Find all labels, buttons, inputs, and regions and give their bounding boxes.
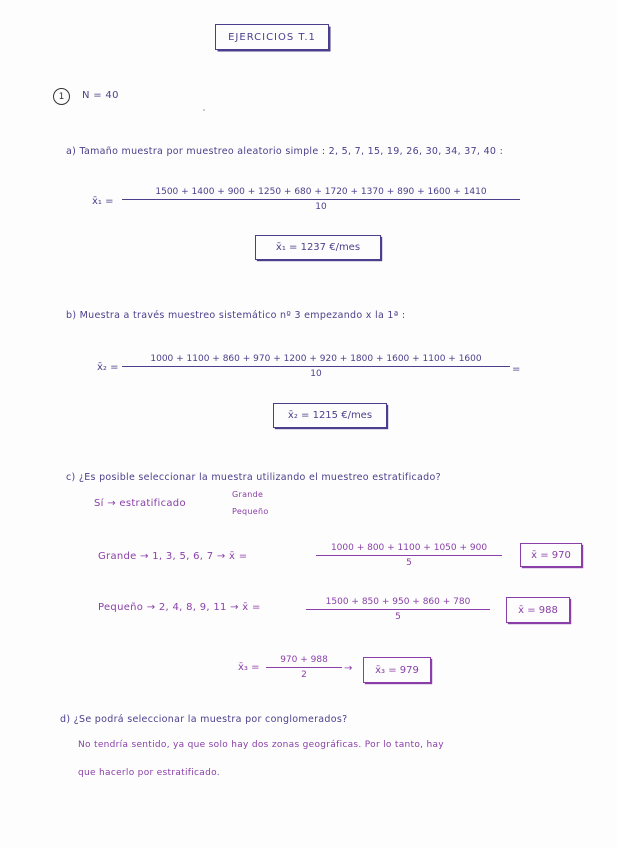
part-c-pequeno-fraction	[306, 597, 490, 622]
part-c-combined-fraction-bar	[266, 667, 342, 668]
part-b-statement: b) Muestra a través muestreo sistemático nº 3 empezando x la 1ª :	[66, 310, 406, 321]
part-c-stratum-grande: Grande	[232, 490, 264, 499]
exercise-number: 1	[53, 88, 70, 105]
part-c-answer: Sí → estratificado	[94, 498, 186, 509]
part-c-statement: c) ¿Es posible seleccionar la muestra utilizando el muestreo estratificado?	[66, 472, 441, 483]
part-b-equals: =	[512, 364, 521, 375]
part-a-result: x̄₁ = 1237 €/mes	[255, 235, 381, 260]
part-d-answer-line-1: No tendría sentido, ya que solo hay dos zonas geográficas. Por lo tanto, hay	[78, 740, 444, 750]
part-a-statement: a) Tamaño muestra por muestreo aleatorio simple : 2, 5, 7, 15, 19, 26, 30, 34, 37, 40 :	[66, 146, 504, 157]
part-c-grande-fraction	[316, 543, 502, 568]
part-c-grande-fraction-bar	[316, 555, 502, 556]
part-b-denominator: 10	[310, 369, 322, 379]
part-c-grande-result: x̄ = 970	[520, 543, 582, 567]
part-c-combined-denominator: 2	[301, 670, 307, 680]
part-a-fraction	[122, 187, 520, 212]
part-b-numerator: 1000 + 1100 + 860 + 970 + 1200 + 920 + 1800 + 1600 + 1100 + 1600	[150, 354, 482, 364]
page-title: EJERCICIOS T.1	[215, 24, 329, 50]
part-c-stratum-pequeno: Pequeño	[232, 507, 269, 516]
part-c-combined-numerator: 970 + 988	[280, 655, 328, 665]
stray-dot	[203, 109, 205, 111]
part-c-combined-result: x̄₃ = 979	[363, 657, 431, 683]
part-c-combined-fraction	[266, 655, 342, 680]
part-c-grande-label: Grande → 1, 3, 5, 6, 7 → x̄ =	[98, 551, 248, 562]
part-c-combined-label: x̄₃ =	[238, 662, 260, 673]
part-c-pequeno-result: x̄ = 988	[506, 597, 570, 623]
part-c-pequeno-numerator: 1500 + 850 + 950 + 860 + 780	[325, 597, 471, 607]
part-d-answer-line-2: que hacerlo por estratificado.	[78, 768, 220, 778]
part-b-mean-label: x̄₂ =	[97, 362, 119, 373]
part-a-numerator: 1500 + 1400 + 900 + 1250 + 680 + 1720 + 1370 + 890 + 1600 + 1410	[155, 187, 487, 197]
part-c-grande-numerator: 1000 + 800 + 1100 + 1050 + 900	[330, 543, 488, 553]
part-b-fraction-bar	[122, 366, 510, 367]
part-a-denominator: 10	[315, 202, 327, 212]
part-c-pequeno-fraction-bar	[306, 609, 490, 610]
part-c-pequeno-denominator: 5	[395, 612, 401, 622]
part-b-result: x̄₂ = 1215 €/mes	[273, 403, 387, 428]
part-c-pequeno-label: Pequeño → 2, 4, 8, 9, 11 → x̄ =	[98, 602, 261, 613]
population-size: N = 40	[82, 90, 119, 101]
part-b-fraction	[122, 354, 510, 379]
part-a-fraction-bar	[122, 199, 520, 200]
part-d-statement: d) ¿Se podrá seleccionar la muestra por conglomerados?	[60, 714, 348, 725]
part-c-grande-denominator: 5	[406, 558, 412, 568]
part-c-combined-arrow: →	[344, 663, 353, 674]
part-a-mean-label: x̄₁ =	[92, 196, 114, 207]
